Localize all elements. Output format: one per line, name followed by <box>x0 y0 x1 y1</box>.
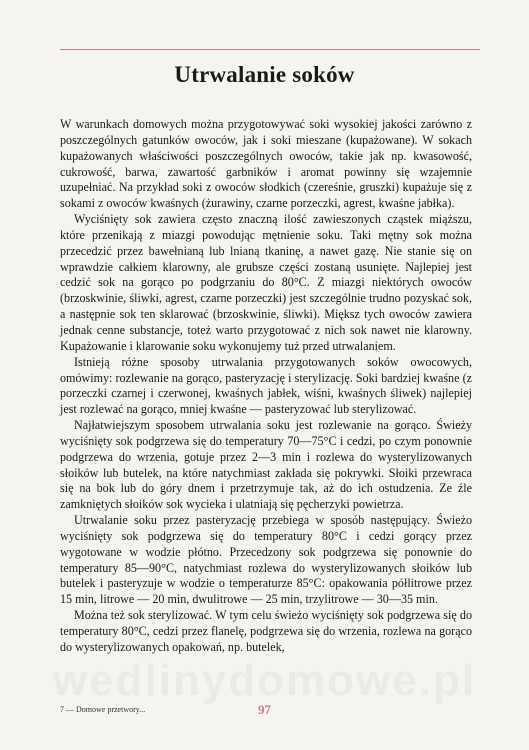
paragraph: Najłatwiejszym sposobem utrwalania soku jest rozlewanie na gorąco. Świeży wyciśnięty sok podgrzewa się do temperatury 70—75°C i cedzi, po czym ponownie podgrzewa do wrzenia, gotuje przez 2—3 min i rozlewa do wysterylizowanych słoików lub butelek, na które natychmiast zakłada się pokrywki. Słoiki przewraca się na bok lub do góry dnem i przetrzymuje tak, aż do ich ostudzenia. Ze źle zamkniętych słoików sok wycieka i ulatniają się pęcherzyki powietrza. <box>60 418 472 512</box>
body-text <box>60 117 472 656</box>
page-title: Utrwalanie soków <box>174 62 355 87</box>
paragraph: Utrwalanie soku przez pasteryzację przebiega w sposób następujący. Świeżo wyciśnięty sok podgrzewa się do temperatury 80°C i cedzi gorący przez wygotowane w wodzie płótno. Przecedzony sok podgrzewa się ponownie do temperatury 85—90°C, natychmiast rozlewa do wysterylizowanych słoików lub butelek i pasteryzuje w wodzie o temperaturze 85°C: opakowania półlitrowe przez 15 min, litrowe — 20 min, dwulitrowe — 25 min, trzylitrowe — 30—35 min. <box>60 513 472 607</box>
header-rule <box>60 49 480 50</box>
watermark: wedlinydomowe.pl <box>52 656 477 705</box>
footnote: 7 — Domowe przetwory... <box>60 705 146 714</box>
paragraph: Można też sok sterylizować. W tym celu świeżo wyciśnięty sok podgrzewa się do temperatury 80°C, cedzi przez flanelę, podgrzewa się do wrzenia, rozlewa na gorąco do wysterylizowanych opakowań, np. butelek, <box>60 608 472 654</box>
paragraph: W warunkach domowych można przygotowywać soki wysokiej jakości zarówno z poszczególnych gatunków owoców, jak i soki mieszane (kupażowane). W sokach kupażowanych właściwości poszczególnych owoców, takie jak np. kwasowość, cukrowość, barwa, zawartość garbników i aromat powinny się wzajemnie uzupełniać. Na przykład soki z owoców słodkich (czereśnie, gruszki) kupażuje się z sokami z owoców kwaśnych (żurawiny, czarne porzeczki, agrest, kwaśne jabłka). <box>60 117 472 211</box>
paragraph: Istnieją różne sposoby utrwalania przygotowanych soków owocowych, omówimy: rozlewanie na gorąco, pasteryzację i sterylizację. Soki bardziej kwaśne (z porzeczki czarnej i czerwonej, kwaśnych jabłek, wiśni, kwaśnych śliwek) najlepiej jest rozlewać na gorąco, mniej kwaśne — pasteryzować lub sterylizować. <box>60 354 472 417</box>
paragraph: Wyciśnięty sok zawiera często znaczną ilość zawieszonych cząstek miąższu, które przenikają z miazgi powodując mętnienie soku. Taki mętny sok można przecedzić przez bawełnianą lub lnianą tkaninę, a nawet gazę. Nie stanie się on wprawdzie całkiem klarowny, ale grubsze części zostaną usunięte. Najlepiej jest cedzić sok na gorąco po podgrzaniu do 80°C. Z miazgi niektórych owoców (brzoskwinie, śliwki, agrest, czarne porzeczki) jest szczególnie trudno pozyskać sok, a następnie sok ten sklarować (brzoskwinie, śliwki). Miększ tych owoców zawiera jednak cenne substancje, toteż warto przygotować z nich sok nawet nie klarowny. Kupażowanie i klarowanie soku wykonujemy tuż przed utrwalaniem. <box>60 212 472 353</box>
page-number: 97 <box>258 702 271 717</box>
